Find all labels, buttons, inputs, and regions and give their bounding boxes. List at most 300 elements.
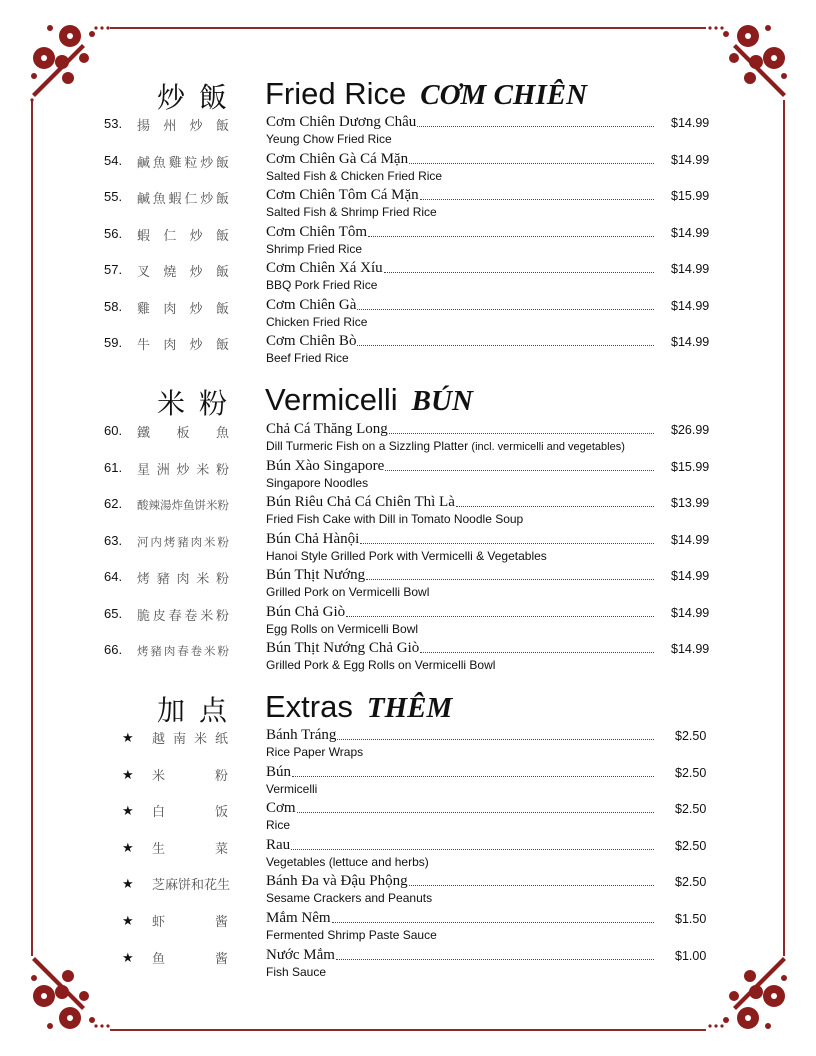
border-top — [110, 27, 706, 29]
vietnamese-name-text: Chả Cá Thăng Long — [266, 421, 388, 437]
item-price: $2.50 — [675, 729, 707, 743]
section-title-english — [265, 689, 452, 725]
vietnamese-name-text: Mắm Nêm — [266, 910, 331, 926]
item-price: $15.99 — [671, 189, 710, 203]
item-vietnamese-name — [266, 640, 654, 657]
item-vietnamese-name — [266, 114, 654, 131]
item-vietnamese-name — [266, 800, 654, 817]
item-number: 64. — [104, 569, 123, 584]
menu-item — [0, 114, 816, 150]
item-number: 56. — [104, 225, 123, 241]
dot-leader — [384, 260, 654, 273]
section-title-english — [265, 76, 587, 112]
english-name-text: Rice Paper Wraps — [266, 745, 364, 759]
menu-item — [0, 224, 816, 260]
item-number: 60. — [104, 423, 123, 438]
chinese-char: 卷 — [190, 644, 203, 658]
english-name-text: Fermented Shrimp Paste Sauce — [266, 928, 437, 942]
vietnamese-name-text: Nước Mắm — [266, 946, 335, 963]
english-name-text: Fish Sauce — [266, 964, 327, 979]
chinese-char: 烤 — [137, 572, 151, 587]
chinese-char: 飯 — [215, 155, 229, 171]
chinese-char: 鱼 — [183, 498, 195, 512]
menu-item — [0, 640, 816, 676]
english-name-text: Grilled Pork on Vermicelli Bowl — [266, 585, 430, 599]
section-title-vietnamese: THÊM — [366, 692, 453, 724]
dot-leader — [291, 837, 654, 850]
section-title-chinese: 米粉 — [157, 387, 242, 420]
chinese-char: 鐵 — [137, 426, 151, 441]
chinese-char: 炒 — [189, 119, 203, 134]
dot-leader — [297, 800, 654, 813]
star-icon: ★ — [122, 766, 134, 782]
chinese-char: 纸 — [214, 732, 228, 747]
item-price: $2.50 — [675, 765, 707, 780]
item-chinese-name — [137, 459, 229, 478]
item-english-name — [266, 242, 362, 256]
item-chinese-name — [137, 605, 229, 624]
item-price: $14.99 — [671, 116, 710, 130]
item-price: $15.99 — [671, 459, 710, 474]
dot-leader — [336, 947, 654, 960]
chinese-char: 州 — [163, 119, 177, 134]
chinese-char: 米 — [204, 534, 216, 549]
item-chinese-name — [137, 152, 229, 171]
item-number: 58. — [104, 298, 123, 314]
menu-item — [0, 151, 816, 187]
item-price: $14.99 — [671, 225, 710, 240]
chinese-char: 脆 — [137, 608, 151, 624]
item-vietnamese-name — [266, 531, 654, 548]
item-note: (incl. vermicelli and vegetables) — [471, 441, 625, 453]
star-icon: ★ — [122, 949, 134, 965]
vietnamese-name-text: Cơm Chiên Dương Châu — [266, 114, 417, 130]
dot-leader — [456, 494, 654, 507]
chinese-char: 虾 — [152, 915, 166, 930]
chinese-char: 粉 — [217, 534, 229, 549]
item-vietnamese-name — [266, 494, 654, 511]
section-title-english-text: Vermicelli — [265, 382, 398, 417]
item-vietnamese-name — [266, 151, 654, 168]
chinese-char: 蝦 — [168, 192, 182, 207]
chinese-char: 炒 — [200, 192, 214, 207]
item-english-name — [266, 891, 432, 905]
menu-item — [0, 764, 816, 800]
chinese-char: 牛 — [137, 338, 151, 353]
chinese-char: 炒 — [176, 462, 190, 478]
item-price: $26.99 — [671, 423, 710, 437]
menu-item — [0, 727, 816, 763]
item-english-name — [266, 476, 368, 490]
menu-item — [0, 947, 816, 983]
english-name-text: Salted Fish & Shrimp Fried Rice — [266, 205, 437, 219]
item-number: 54. — [104, 152, 123, 168]
chinese-char: 雞 — [137, 301, 151, 317]
chinese-char: 烤 — [137, 644, 149, 658]
dot-leader — [357, 297, 654, 310]
vietnamese-name-text: Bún Riêu Chả Cá Chiên Thì Là — [266, 494, 455, 510]
chinese-char: 酱 — [214, 951, 228, 967]
item-number: 63. — [104, 532, 123, 548]
chinese-char: 魚 — [152, 155, 166, 171]
chinese-char: 肉 — [176, 572, 190, 587]
item-english-name — [266, 622, 418, 636]
section-header-vermicelli — [0, 380, 816, 424]
item-vietnamese-name — [266, 458, 654, 475]
chinese-char: 内 — [150, 534, 162, 549]
chinese-char: 芝 — [152, 878, 166, 894]
item-vietnamese-name — [266, 297, 654, 314]
item-price: $14.99 — [671, 262, 710, 276]
chinese-char: 菜 — [214, 841, 228, 857]
item-vietnamese-name — [266, 727, 654, 744]
chinese-char: 叉 — [137, 265, 151, 280]
dot-leader — [385, 458, 654, 471]
vietnamese-name-text: Bún — [266, 763, 292, 780]
menu-item — [0, 458, 816, 494]
dot-leader — [346, 604, 654, 617]
chinese-char: 豬 — [177, 534, 189, 549]
item-english-name — [266, 965, 326, 979]
item-english-name — [266, 745, 363, 759]
item-number: 65. — [104, 605, 123, 621]
item-chinese-name — [152, 838, 228, 857]
chinese-char: 米 — [200, 608, 214, 624]
menu-item — [0, 910, 816, 946]
vietnamese-name-text: Bún Xào Singapore — [266, 457, 385, 474]
vietnamese-name-text: Cơm Chiên Tôm Cá Mặn — [266, 187, 419, 203]
english-name-text: Shrimp Fried Rice — [266, 241, 363, 256]
menu-item — [0, 531, 816, 567]
item-chinese-name — [137, 422, 229, 441]
item-vietnamese-name — [266, 604, 654, 621]
menu-item — [0, 333, 816, 369]
item-chinese-name — [137, 568, 229, 587]
item-english-name — [266, 658, 495, 672]
item-english-name — [266, 549, 547, 563]
item-price: $14.99 — [671, 605, 710, 620]
item-chinese-name — [137, 534, 229, 550]
dot-leader — [417, 114, 654, 127]
english-name-text: Salted Fish & Chicken Fried Rice — [266, 168, 443, 183]
chinese-char: 雞 — [168, 155, 182, 171]
item-english-name — [266, 818, 290, 832]
chinese-char: 鹹 — [137, 192, 151, 207]
vietnamese-name-text: Cơm Chiên Xá Xíu — [266, 260, 383, 276]
item-number: 59. — [104, 335, 123, 350]
vietnamese-name-text: Cơm — [266, 800, 296, 817]
chinese-char: 仁 — [163, 228, 177, 244]
item-english-name — [266, 585, 429, 599]
item-price: $1.50 — [675, 912, 707, 926]
chinese-char: 粉 — [217, 498, 229, 512]
dot-leader — [409, 151, 654, 164]
vietnamese-name-text: Bánh Đa và Đậu Phộng — [266, 873, 408, 890]
english-name-text: Egg Rolls on Vermicelli Bowl — [266, 621, 419, 636]
menu-item — [0, 187, 816, 223]
item-chinese-name — [152, 765, 228, 784]
item-chinese-name — [137, 188, 229, 207]
chinese-char: 飯 — [215, 119, 229, 134]
vietnamese-name-text: Cơm Chiên Tôm — [266, 223, 367, 240]
chinese-char: 揚 — [137, 119, 151, 134]
chinese-char: 炸 — [171, 498, 183, 512]
section-title-english-text: Extras — [265, 689, 353, 724]
chinese-char: 和 — [191, 878, 205, 894]
chinese-char: 飯 — [215, 265, 229, 280]
dot-leader — [368, 224, 654, 237]
star-icon: ★ — [122, 730, 134, 745]
vietnamese-name-text: Rau — [266, 836, 291, 853]
chinese-char: 豬 — [156, 572, 170, 587]
chinese-char: 皮 — [152, 608, 166, 624]
item-english-name — [266, 169, 442, 183]
item-chinese-name — [137, 261, 229, 280]
vietnamese-name-text: Cơm Chiên Bò — [266, 333, 357, 349]
menu-item — [0, 873, 816, 909]
chinese-char: 麻 — [165, 878, 179, 894]
item-english-name — [266, 315, 367, 329]
dot-leader — [337, 727, 654, 740]
chinese-char: 白 — [152, 805, 166, 821]
chinese-char: 豬 — [150, 644, 162, 658]
section-title-chinese: 炒飯 — [157, 81, 242, 114]
border-bottom — [110, 1029, 706, 1031]
english-name-text: Sesame Crackers and Peanuts — [266, 891, 433, 906]
english-name-text: Rice — [266, 818, 291, 833]
item-vietnamese-name — [266, 224, 654, 241]
menu-item — [0, 297, 816, 333]
chinese-char: 炒 — [189, 265, 203, 280]
chinese-char: 鹹 — [137, 155, 151, 171]
vietnamese-name-text: Bún Thịt Nướng Chả Giò — [266, 640, 420, 656]
item-number: 57. — [104, 262, 123, 277]
chinese-char: 板 — [176, 426, 190, 441]
menu-item — [0, 260, 816, 296]
vietnamese-name-text: Cơm Chiên Gà — [266, 296, 357, 313]
chinese-char: 粉 — [215, 608, 229, 624]
item-chinese-name — [152, 874, 231, 894]
chinese-char: 河 — [137, 534, 149, 549]
section-title-vietnamese: BÚN — [411, 385, 473, 417]
menu-item — [0, 604, 816, 640]
item-vietnamese-name — [266, 947, 654, 964]
item-price: $2.50 — [675, 802, 707, 817]
chinese-char: 炒 — [189, 301, 203, 317]
chinese-char: 蝦 — [137, 228, 151, 244]
section-title-english-text: Fried Rice — [265, 76, 407, 111]
item-number: 53. — [104, 116, 123, 131]
item-price: $14.99 — [671, 152, 710, 167]
chinese-char: 飯 — [215, 301, 229, 317]
chinese-char: 酸 — [137, 498, 149, 512]
chinese-char: 飯 — [215, 192, 229, 207]
item-chinese-name — [137, 643, 229, 659]
chinese-char: 魚 — [215, 426, 229, 441]
item-chinese-name — [152, 801, 228, 820]
item-chinese-name — [137, 334, 229, 353]
chinese-char: 炒 — [189, 228, 203, 244]
dot-leader — [409, 873, 654, 886]
item-english-name — [266, 928, 437, 942]
chinese-char: 米 — [193, 732, 207, 747]
item-number: 55. — [104, 189, 123, 204]
vietnamese-name-text: Bún Thịt Nướng — [266, 567, 366, 583]
item-price: $14.99 — [671, 569, 710, 583]
chinese-char: 魚 — [152, 192, 166, 207]
menu-item — [0, 567, 816, 603]
section-header-fried-rice — [0, 74, 816, 118]
item-number: 66. — [104, 642, 123, 657]
item-english-name — [266, 132, 392, 146]
item-price: $13.99 — [671, 496, 710, 510]
english-name-text: BBQ Pork Fried Rice — [266, 278, 378, 292]
item-chinese-name — [152, 728, 228, 747]
dot-leader — [420, 187, 654, 200]
section-title-english — [265, 382, 473, 418]
english-name-text: Hanoi Style Grilled Pork with Vermicelli & Vegetables — [266, 548, 547, 563]
chinese-char: 鱼 — [152, 951, 166, 967]
dot-leader — [366, 567, 654, 580]
chinese-char: 粉 — [215, 572, 229, 587]
chinese-char: 粉 — [215, 462, 229, 478]
item-vietnamese-name — [266, 873, 654, 890]
english-name-text: Singapore Noodles — [266, 475, 369, 490]
chinese-char: 湯 — [160, 498, 172, 512]
vietnamese-name-text: Cơm Chiên Gà Cá Mặn — [266, 150, 409, 167]
item-chinese-name — [152, 948, 228, 967]
item-price: $14.99 — [671, 298, 710, 313]
dot-leader — [357, 333, 654, 346]
dot-leader — [420, 640, 654, 653]
item-english-name — [266, 205, 437, 219]
chinese-char: 肉 — [163, 301, 177, 317]
chinese-char: 饼 — [194, 498, 206, 512]
item-price: $14.99 — [671, 642, 710, 656]
chinese-char: 仁 — [184, 192, 198, 207]
item-chinese-name — [152, 911, 228, 930]
vietnamese-name-text: Bún Chả Hànội — [266, 530, 360, 547]
chinese-char: 粉 — [214, 768, 228, 784]
item-vietnamese-name — [266, 421, 654, 438]
item-english-name — [266, 782, 317, 796]
chinese-char: 星 — [137, 462, 151, 478]
english-name-text: Beef Fried Rice — [266, 351, 349, 365]
english-name-text: Vermicelli — [266, 781, 318, 796]
chinese-char: 生 — [217, 878, 231, 894]
chinese-char: 肉 — [163, 644, 176, 658]
vietnamese-name-text: Bún Chả Giò — [266, 603, 346, 620]
item-chinese-name — [137, 298, 229, 317]
menu-item — [0, 837, 816, 873]
item-vietnamese-name — [266, 260, 654, 277]
item-vietnamese-name — [266, 187, 654, 204]
english-name-text: Vegetables (lettuce and herbs) — [266, 854, 429, 869]
item-price: $1.00 — [675, 948, 707, 963]
item-number: 61. — [104, 459, 123, 475]
item-chinese-name — [137, 225, 229, 244]
english-name-text: Grilled Pork & Egg Rolls on Vermicelli Bowl — [266, 658, 496, 672]
chinese-char: 米 — [196, 572, 210, 587]
item-english-name — [266, 278, 377, 292]
chinese-char: 肉 — [163, 338, 177, 353]
chinese-char: 肉 — [190, 534, 203, 549]
chinese-char: 辣 — [148, 498, 160, 512]
chinese-char: 饭 — [214, 805, 228, 821]
chinese-char: 粉 — [217, 644, 229, 658]
item-english-name — [266, 512, 523, 526]
dot-leader — [360, 531, 654, 544]
english-name-text: Yeung Chow Fried Rice — [266, 132, 392, 146]
item-vietnamese-name — [266, 764, 654, 781]
chinese-char: 花 — [204, 878, 218, 894]
chinese-char: 米 — [206, 498, 218, 512]
dot-leader — [292, 764, 654, 777]
dot-leader — [389, 421, 654, 434]
chinese-char: 越 — [152, 732, 166, 747]
star-icon: ★ — [122, 913, 134, 928]
chinese-char: 米 — [152, 768, 166, 784]
english-name-text: Dill Turmeric Fish on a Sizzling Platter — [266, 439, 469, 453]
chinese-char: 飯 — [215, 338, 229, 353]
chinese-char: 米 — [196, 462, 210, 478]
item-price: $2.50 — [675, 838, 707, 853]
item-vietnamese-name — [266, 567, 654, 584]
chinese-char: 卷 — [184, 608, 198, 624]
chinese-char: 飯 — [215, 228, 229, 244]
chinese-char: 烤 — [163, 534, 176, 549]
chinese-char: 燒 — [163, 265, 177, 280]
item-english-name — [266, 855, 429, 869]
menu-item — [0, 494, 816, 530]
item-vietnamese-name — [266, 910, 654, 927]
chinese-char: 春 — [177, 644, 189, 658]
item-vietnamese-name — [266, 837, 654, 854]
star-icon: ★ — [122, 839, 134, 855]
menu-item — [0, 421, 816, 457]
chinese-char: 春 — [168, 608, 182, 624]
item-vietnamese-name — [266, 333, 654, 350]
english-name-text: Chicken Fried Rice — [266, 314, 368, 329]
star-icon: ★ — [122, 876, 134, 892]
chinese-char: 酱 — [214, 915, 228, 930]
item-price: $14.99 — [671, 532, 710, 547]
star-icon: ★ — [122, 803, 134, 819]
item-price: $2.50 — [675, 875, 707, 890]
item-chinese-name — [137, 497, 229, 513]
chinese-char: 炒 — [200, 155, 214, 171]
item-price: $14.99 — [671, 335, 710, 349]
item-number: 62. — [104, 496, 123, 511]
chinese-char: 生 — [152, 841, 166, 857]
dot-leader — [332, 910, 654, 923]
item-english-name — [266, 439, 625, 453]
chinese-char: 炒 — [189, 338, 203, 353]
section-title-chinese: 加点 — [157, 694, 242, 727]
english-name-text: Fried Fish Cake with Dill in Tomato Noodle Soup — [266, 512, 524, 526]
vietnamese-name-text: Bánh Tráng — [266, 727, 337, 743]
item-chinese-name — [137, 115, 229, 134]
chinese-char: 米 — [204, 644, 216, 658]
chinese-char: 饼 — [178, 878, 192, 894]
section-title-vietnamese: CƠM CHIÊN — [420, 79, 588, 111]
chinese-char: 洲 — [156, 462, 170, 478]
section-header-extras — [0, 687, 816, 731]
chinese-char: 粒 — [184, 155, 198, 171]
menu-item — [0, 800, 816, 836]
chinese-char: 南 — [172, 732, 186, 747]
item-english-name — [266, 351, 349, 365]
